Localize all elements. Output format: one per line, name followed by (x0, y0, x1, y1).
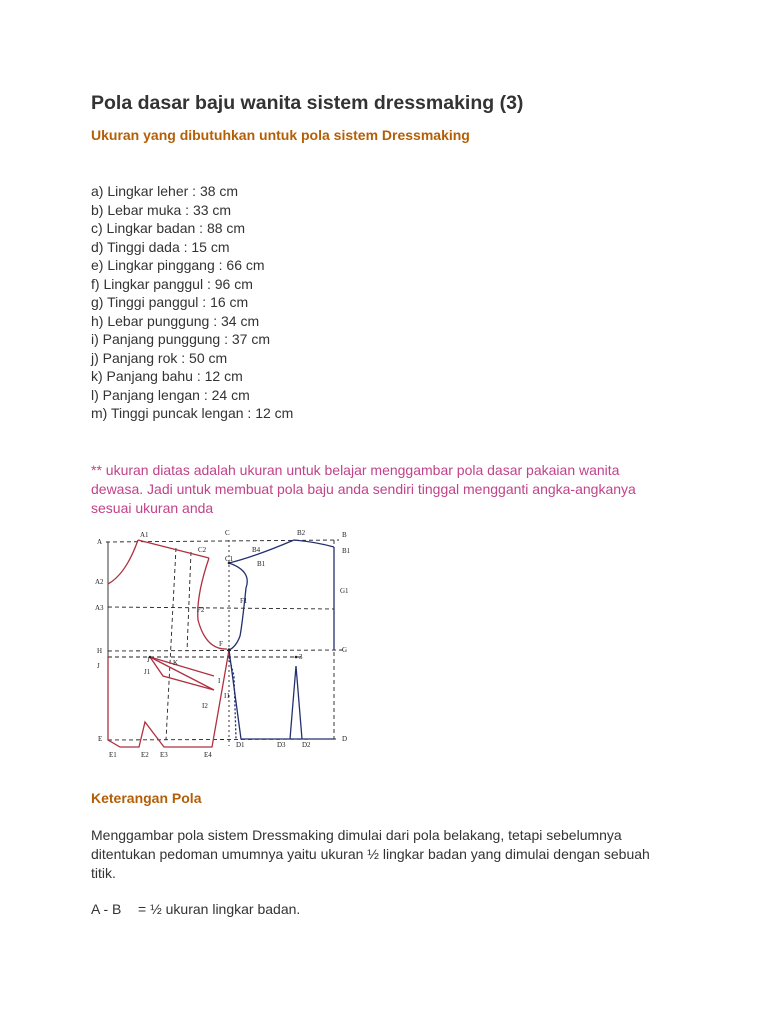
section-heading-keterangan: Keterangan Pola (91, 790, 202, 806)
measurement-item: h) Lebar punggung : 34 cm (91, 312, 260, 329)
back-pattern-line (229, 540, 334, 739)
label-J: J (97, 662, 100, 670)
label-J1: J1 (144, 668, 151, 676)
label-B2: B2 (297, 529, 306, 537)
formula-rhs: = ½ ukuran lingkar badan. (138, 901, 301, 917)
formula-lhs: A - B (91, 901, 122, 917)
label-I1: I1 (224, 692, 230, 700)
measurement-item: i) Panjang punggung : 37 cm (91, 331, 271, 347)
measurement-item: g) Tinggi panggul : 16 cm (91, 294, 249, 310)
label-B1: B1 (342, 547, 351, 555)
label-E: E (98, 735, 103, 743)
label-E1: E1 (109, 751, 117, 759)
measurement-list (91, 182, 293, 423)
label-B: B (342, 531, 347, 539)
label-F: F (219, 640, 223, 648)
label-C2: C2 (198, 546, 207, 554)
label-D3: D3 (277, 741, 286, 749)
body-paragraph: Menggambar pola sistem Dressmaking dimulai dari pola belakang, tetapi sebelumnya ditentukan pedoman umumnya yaitu ukuran ½ lingkar badan yang dimulai dengan sebuah titik. (91, 827, 650, 881)
measurement-item: k) Panjang bahu : 12 cm (91, 368, 243, 384)
measurement-item: j) Panjang rok : 50 cm (91, 349, 228, 366)
label-A2: A2 (95, 578, 104, 586)
label-C1: C1 (225, 555, 234, 563)
label-D1: D1 (236, 741, 245, 749)
measurement-item: a) Lingkar leher : 38 cm (91, 183, 239, 199)
section-subtitle: Ukuran yang dibutuhkan untuk pola sistem Dressmaking (91, 127, 470, 143)
label-H: H (97, 647, 103, 655)
label-B4: B4 (252, 546, 261, 554)
measurement-item: b) Lebar muka : 33 cm (91, 201, 232, 218)
label-J-mark: J (147, 656, 150, 664)
label-A: A (97, 538, 103, 546)
label-C: C (225, 529, 230, 537)
measurement-item: m) Tinggi puncak lengan : 12 cm (91, 405, 294, 421)
label-F1: F1 (240, 597, 248, 605)
label-E4: E4 (204, 751, 212, 759)
label-G: G (342, 646, 348, 654)
label-A3: A3 (95, 604, 104, 612)
label-3: 3 (299, 653, 303, 661)
label-K: K (173, 659, 179, 667)
measurement-item: d) Tinggi dada : 15 cm (91, 238, 230, 255)
label-G1: G1 (340, 587, 349, 595)
label-E2: E2 (141, 751, 149, 759)
measurement-item: c) Lingkar badan : 88 cm (91, 220, 246, 236)
formula-line (91, 901, 300, 917)
label-F2: F2 (197, 606, 205, 614)
front-pattern-line (108, 540, 229, 747)
dressmaking-pattern-diagram (94, 526, 356, 764)
page-title: Pola dasar baju wanita sistem dressmaking (3) (91, 92, 524, 114)
pattern-points (149, 562, 298, 659)
pattern-labels (95, 529, 351, 759)
measurement-item: l) Panjang lengan : 24 cm (91, 386, 250, 403)
label-A1: A1 (140, 531, 149, 539)
pattern-guide-lines (106, 540, 344, 746)
measurement-item: e) Lingkar pinggang : 66 cm (91, 257, 265, 273)
label-E3: E3 (160, 751, 168, 759)
label-D2: D2 (302, 741, 311, 749)
label-B1-inner: B1 (257, 560, 266, 568)
measurement-item: f) Lingkar panggul : 96 cm (91, 275, 253, 292)
label-D: D (342, 735, 348, 743)
label-I2: I2 (202, 702, 208, 710)
label-I: I (218, 677, 221, 685)
note-text: ** ukuran diatas adalah ukuran untuk belajar menggambar pola dasar pakaian wanita dewasa. Jadi untuk membuat pola baju anda sendiri tinggal mengganti angka-angkanya sesuai ukuran anda (91, 462, 636, 516)
